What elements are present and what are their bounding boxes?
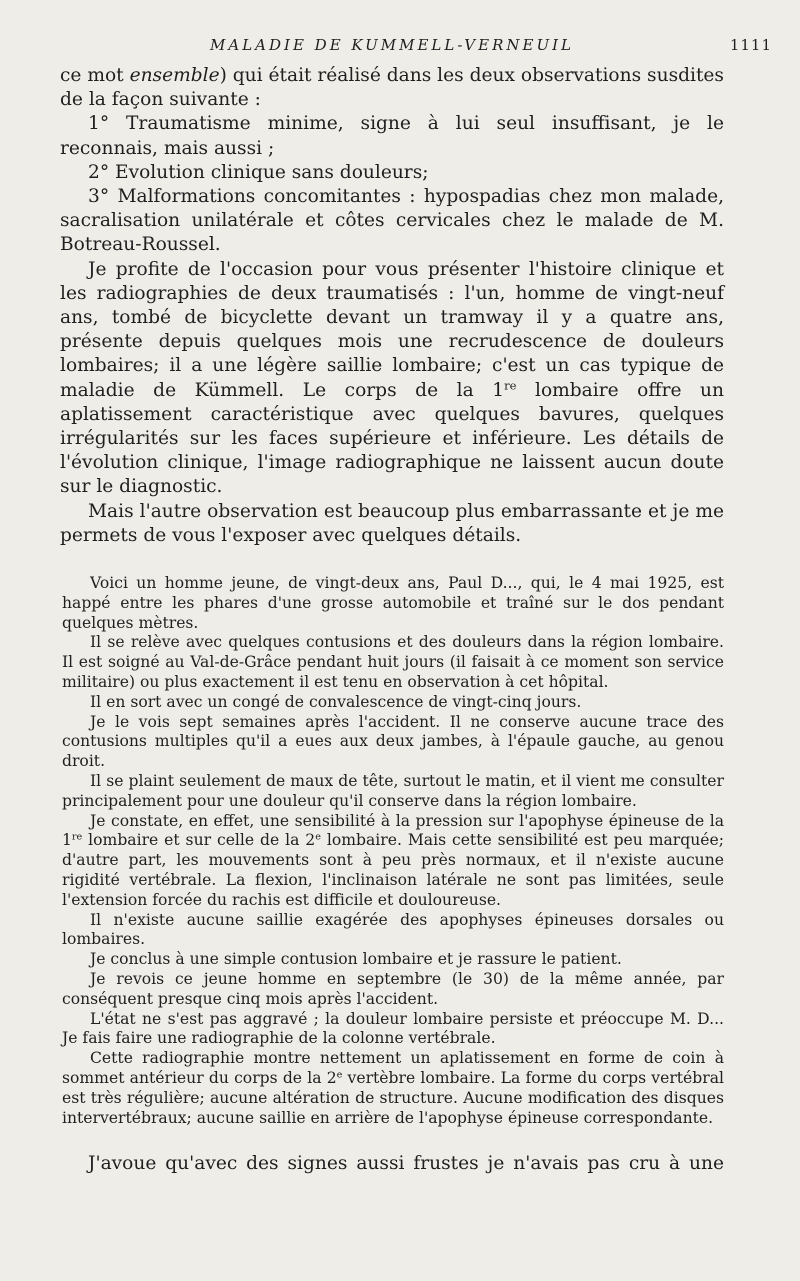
list-item-3: 3° Malformations concomitantes : hypospadias chez mon malade, sacralisation unilatérale et côtes cervicales chez le malade de M. Botreau-Roussel.	[60, 186, 724, 256]
obs6-part-b: lombaire et sur celle de la 2	[82, 831, 316, 850]
list-item-2: 2° Evolution clinique sans douleurs;	[88, 161, 429, 183]
list-item-1: 1° Traumatisme minime, signe à lui seul insuffisant, je le reconnais, mais aussi ;	[60, 113, 724, 159]
observation-para-11	[62, 1049, 724, 1128]
page-header	[60, 0, 772, 64]
intro-emphasis: ensemble	[129, 65, 220, 86]
intro-rest: ) qui était réalisé dans les deux observations susdites de la façon suivante :	[60, 65, 724, 111]
ordinal-superscript: re	[71, 832, 83, 844]
observation-block	[60, 574, 724, 1128]
two-cases-part-b: lombaire offre un aplatissement caractéristique avec quelques bavures, quelques irrégularités sur les faces supérieure et inférieure. Les détails de l'évolution clinique, l'image radiographique ne laissent aucun doute sur le diagnostic.	[60, 379, 724, 498]
ordinal-superscript: e	[315, 832, 321, 844]
closing-block	[60, 1152, 724, 1176]
observation-para-5: Il se plaint seulement de maux de tête, surtout le matin, et il vient me consulter principalement pour une douleur qu'il conserve dans la région lombaire.	[62, 772, 724, 810]
ordinal-superscript: e	[336, 1069, 343, 1081]
two-cases-part-a: Je profite de l'occasion pour vous présenter l'histoire clinique et les radiographies de deux traumatisés : l'un, homme de vingt-neuf ans, tombé de bicyclette devant un tramway il y a quatre ans, présente depuis quelques mois une recrudescence de douleurs lombaires; il a une légère saillie lombaire; c'est un cas typique de maladie de Kümmell. Le corps de la 1	[60, 258, 724, 401]
observation-para-4: Je le vois sept semaines après l'accident. Il ne conserve aucune trace des contusions multiples qu'il a eues aux deux jambes, à l'épaule gauche, au genou droit.	[62, 712, 724, 771]
observation-para-7: Il n'existe aucune saillie exagérée des apophyses épineuses dorsales ou lombaires.	[62, 910, 724, 949]
observation-para-9: Je revois ce jeune homme en septembre (le 30) de la même année, par conséquent presque cinq mois après l'accident.	[62, 970, 724, 1008]
paragraph-other-observation: Mais l'autre observation est beaucoup plus embarrassante et je me permets de vous l'exposer avec quelques détails.	[60, 500, 724, 546]
main-text	[60, 64, 724, 548]
page-number: 1111	[729, 36, 772, 54]
running-title: MALADIE DE KUMMELL-VERNEUIL	[210, 36, 574, 54]
observation-para-10: L'état ne s'est pas aggravé ; la douleur lombaire persiste et préoccupe M. D... Je fais faire une radiographie de la colonne vertébrale.	[62, 1009, 724, 1048]
paragraph-intro	[60, 64, 724, 112]
intro-prefix: ce mot	[60, 65, 130, 86]
ordinal-superscript: re	[504, 378, 517, 393]
obs11-part-b: vertèbre lombaire. La forme du corps vertébral est très régulière; aucune altération de structure. Aucune modification des disques intervertébraux; aucune saillie en arrière de l'apophyse épineuse correspondante.	[62, 1068, 724, 1127]
observation-para-3: Il en sort avec un congé de convalescence de vingt-cinq jours.	[90, 692, 582, 711]
observation-para-6	[62, 812, 724, 911]
observation-para-2: Il se relève avec quelques contusions et des douleurs dans la région lombaire. Il est soigné au Val-de-Grâce pendant huit jours (il faisait à ce moment son service militaire) ou plus exactement il est tenu en observation à cet hôpital.	[62, 633, 724, 692]
obs6-part-c: lombaire. Mais cette sensibilité est peu marquée; d'autre part, les mouvements sont à peu près normaux, et il n'existe aucune rigidité vertébrale. La flexion, l'inclinaison latérale ne sont pas limitées, seule l'extension forcée du rachis est difficile et douloureuse.	[62, 831, 724, 909]
obs6-part-a: Je constate, en effet, une sensibilité à la pression sur l'apophyse épineuse de la 1	[62, 811, 724, 850]
closing-line: J'avoue qu'avec des signes aussi frustes je n'avais pas cru à une	[88, 1153, 724, 1175]
paragraph-two-cases	[60, 258, 724, 500]
observation-para-8: Je conclus à une simple contusion lombaire et je rassure le patient.	[90, 950, 622, 969]
obs11-part-a: Cette radiographie montre nettement un aplatissement en forme de coin à sommet antérieur du corps de la 2	[62, 1049, 724, 1087]
observation-para-1: Voici un homme jeune, de vingt-deux ans, Paul D..., qui, le 4 mai 1925, est happé entre les phares d'une grosse automobile et traîné sur le dos pendant quelques mètres.	[62, 574, 724, 632]
